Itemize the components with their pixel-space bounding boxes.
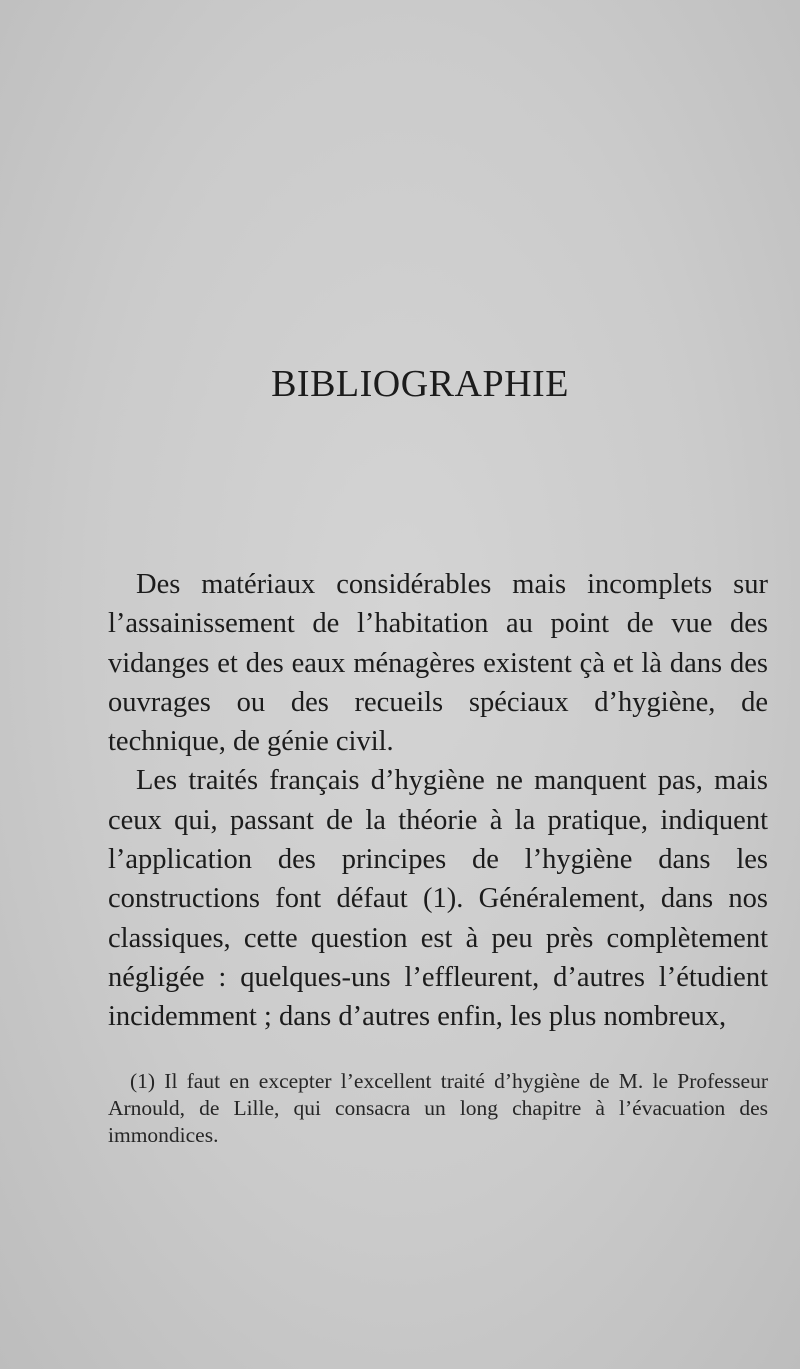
paragraph-1: Des matériaux considérables mais incomplets sur l’assainissement de l’habitation au point de vue des vidanges et des eaux ménagères existent çà et là dans des ouvrages ou des recueils spéciaux d’hygiène, de technique, de génie civil.: [108, 569, 768, 758]
paragraph-2: Les traités français d’hygiène ne manquent pas, mais ceux qui, passant de la théorie à la pratique, indiquent l’application des principes de l’hygiène dans les constructions font défaut (1). Généralement, dans nos classiques, cette question est à peu près complètement négligée : quelques-uns l’effleurent, d’autres l’étudient incidemment ; dans d’autres enfin, les plus nombreux,: [108, 765, 768, 1033]
footnote-text: (1) Il faut en excepter l’excellent traité d’hygiène de M. le Professeur Arnould, de Lille, qui consacra un long chapitre à l’évacuation des immondices.: [108, 1069, 768, 1147]
main-text: [108, 565, 768, 1037]
page-title: BIBLIOGRAPHIE: [271, 363, 569, 405]
footnote: [108, 1068, 768, 1149]
